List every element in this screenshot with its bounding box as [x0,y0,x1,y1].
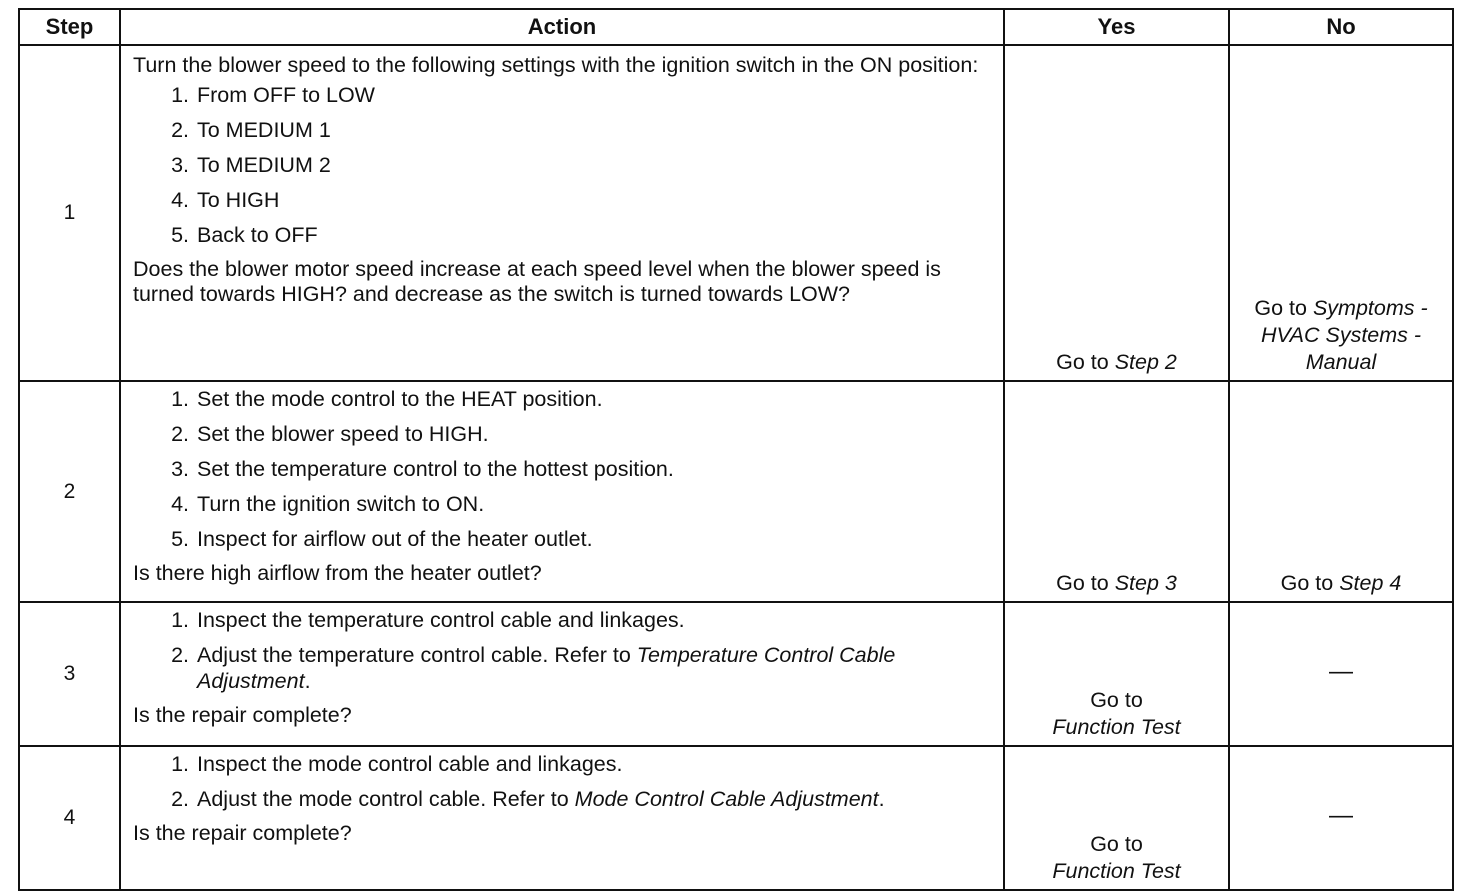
list-item [133,421,989,447]
action-question: Is the repair complete? [133,821,352,845]
list-item [133,642,989,694]
no-prefix: Go to [1280,571,1340,595]
item-number: 2. [171,118,189,142]
step-number: 1 [19,45,120,381]
list-item [133,526,989,552]
action-cell [120,45,1004,381]
list-item [133,222,989,248]
item-text: Set the blower speed to HIGH. [197,422,489,446]
table-row [19,381,1453,602]
no-cell [1229,45,1453,381]
header-yes: Yes [1004,9,1229,45]
table-row [19,602,1453,746]
item-number: 4. [171,492,189,516]
yes-reference-link[interactable]: Function Test [1052,715,1181,739]
item-number: 2. [171,643,189,667]
header-action: Action [120,9,1004,45]
list-item [133,456,989,482]
yes-cell [1004,602,1229,746]
diagnostic-table [18,8,1454,891]
yes-cell [1004,45,1229,381]
item-text: Inspect the mode control cable and linkages. [197,752,623,776]
item-text: Inspect the temperature control cable and linkages. [197,608,685,632]
item-number: 1. [171,752,189,776]
reference-link[interactable]: Mode Control Cable Adjustment [574,787,879,811]
action-question: Is the repair complete? [133,703,352,727]
no-reference-link[interactable]: Step 4 [1339,571,1402,595]
item-text [197,642,989,694]
list-item [133,607,989,633]
table-row [19,746,1453,890]
item-number: 5. [171,223,189,247]
list-item [133,386,989,412]
yes-prefix: Go to [1090,832,1143,856]
item-text: From OFF to LOW [197,83,375,107]
yes-cell [1004,746,1229,890]
list-item [133,786,989,812]
step-number: 2 [19,381,120,602]
item-suffix: . [878,787,885,811]
header-step: Step [19,9,120,45]
yes-prefix: Go to [1090,688,1143,712]
no-cell [1229,381,1453,602]
item-number: 1. [171,608,189,632]
item-text [197,786,989,812]
no-dash: — [1329,802,1353,829]
action-intro: Turn the blower speed to the following settings with the ignition switch in the ON position: [133,53,979,77]
yes-reference-link[interactable]: Step 2 [1114,350,1177,374]
no-dash: — [1329,658,1353,685]
item-text: To HIGH [197,188,280,212]
step-number: 4 [19,746,120,890]
item-text: To MEDIUM 2 [197,153,331,177]
item-number: 2. [171,787,189,811]
list-item [133,187,989,213]
action-list [133,386,989,552]
item-text: Back to OFF [197,223,318,247]
no-cell [1229,746,1453,890]
action-cell [120,381,1004,602]
action-cell [120,746,1004,890]
item-number: 3. [171,457,189,481]
item-text: Turn the ignition switch to ON. [197,492,485,516]
yes-cell [1004,381,1229,602]
header-no: No [1229,9,1453,45]
action-list [133,751,989,812]
list-item [133,82,989,108]
item-suffix: . [304,669,311,693]
list-item [133,152,989,178]
yes-prefix: Go to [1056,350,1115,374]
reference-link[interactable]: Temperature Control Cable Adjustment [197,643,896,693]
yes-prefix: Go to [1056,571,1115,595]
item-text: Set the mode control to the HEAT position. [197,387,603,411]
item-text-part: Adjust the mode control cable. Refer to [197,787,575,811]
item-number: 4. [171,188,189,212]
header-row [19,9,1453,45]
action-question: Is there high airflow from the heater outlet? [133,561,542,585]
yes-reference-link[interactable]: Step 3 [1114,571,1177,595]
no-reference-link[interactable]: Symptoms - HVAC Systems - Manual [1260,296,1428,374]
yes-reference-link[interactable]: Function Test [1052,859,1181,883]
no-cell [1229,602,1453,746]
action-question: Does the blower motor speed increase at each speed level when the blower speed is turned towards HIGH? and decrease as the switch is turned towards LOW? [133,257,941,306]
action-cell [120,602,1004,746]
action-list [133,607,989,694]
item-number: 2. [171,422,189,446]
item-number: 1. [171,83,189,107]
list-item [133,491,989,517]
item-text: Set the temperature control to the hottest position. [197,457,674,481]
list-item [133,117,989,143]
item-text: Inspect for airflow out of the heater outlet. [197,527,593,551]
item-number: 5. [171,527,189,551]
item-text-part: Adjust the temperature control cable. Refer to [197,643,637,667]
item-text: To MEDIUM 1 [197,118,331,142]
item-number: 3. [171,153,189,177]
step-number: 3 [19,602,120,746]
list-item [133,751,989,777]
action-list [133,82,989,248]
no-prefix: Go to [1254,296,1313,320]
item-number: 1. [171,387,189,411]
table-row [19,45,1453,381]
